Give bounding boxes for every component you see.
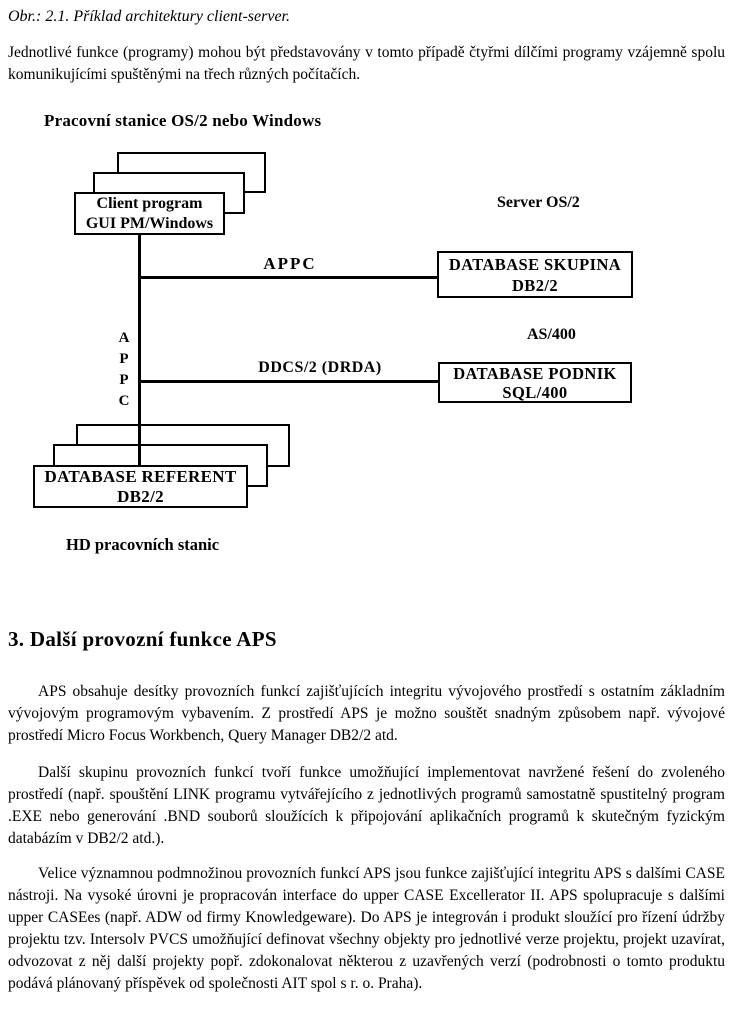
database-referent-line2: DB2/2 bbox=[117, 486, 164, 506]
workstation-title: Pracovní stanice OS/2 nebo Windows bbox=[44, 111, 322, 130]
appc-link-label: APPC bbox=[263, 254, 317, 273]
appc-vertical-letter: C bbox=[118, 393, 130, 409]
appc-vertical-letter: P bbox=[119, 351, 129, 367]
trunk-connection-line bbox=[138, 233, 141, 467]
client-program-box bbox=[74, 192, 225, 235]
database-referent-box bbox=[33, 465, 248, 508]
body-paragraph-3: Velice významnou podmnožinou provozních funkcí APS jsou funkce zajišťující integritu APS s dalšími CASE nástroji. Na vysoké úrovni je propracován interface do upper CASE Excellerator II. APS spolupracuje s dalšími upper CASEes (např. ADW od firmy Knowledgeware). Do APS je integrován i produkt sloužící pro řízení údržby projektu tzv. Intersolv PVCS umožňující definovat všechny objekty pro jednotlivé verze projektu, projekt uzavírat, odvozovat z něj další projekty popř. zdokonalovat některou z uzavřených verzí (podrobnosti o tomto produktu podává plánovaný příspěvek od společnosti AIT spol s r. o. Praha). bbox=[8, 865, 725, 992]
ddcs-connection-line bbox=[139, 380, 438, 383]
appc-vertical-letter: P bbox=[119, 372, 129, 388]
database-skupina-line2: DB2/2 bbox=[511, 275, 558, 295]
database-podnik-line1: DATABASE PODNIK bbox=[453, 363, 617, 383]
as400-label: AS/400 bbox=[527, 326, 576, 343]
ddcs-link-label: DDCS/2 (DRDA) bbox=[258, 359, 382, 376]
appc-vertical-label bbox=[115, 328, 133, 412]
hd-stations-label: HD pracovních stanic bbox=[66, 535, 220, 554]
client-box-line1: Client program bbox=[96, 194, 203, 212]
appc-connection-line bbox=[139, 276, 437, 279]
client-box-line2: GUI PM/Windows bbox=[85, 214, 214, 232]
database-podnik-line2: SQL/400 bbox=[502, 382, 568, 402]
appc-vertical-letter: A bbox=[118, 330, 130, 346]
server-os2-label: Server OS/2 bbox=[497, 194, 580, 211]
database-podnik-box bbox=[438, 362, 632, 403]
database-referent-line1: DATABASE REFERENT bbox=[44, 466, 237, 486]
body-paragraph-1: APS obsahuje desítky provozních funkcí zajišťujících integritu vývojového prostředí s ostatním základním vývojovým programovým vybavením. Z prostředí APS je možno souštět snadným způsobem např. vývojové prostředí Micro Focus Workbench, Query Manager DB2/2 atd. bbox=[8, 683, 725, 744]
body-paragraph-2: Další skupinu provozních funkcí tvoří funkce umožňující implementovat navržené řešení do zvoleného prostředí (např. spouštění LINK programu vytvářejícího z jednotlivých programů samostatně spustitelný program .EXE nebo generování .BND souborů sloužících k připojování aplikačních programů k skutečným fyzickým databázím v DB2/2 atd.). bbox=[8, 764, 725, 847]
section-heading: 3. Další provozní funkce APS bbox=[8, 627, 277, 651]
figure-caption: Obr.: 2.1. Příklad architektury client-server. bbox=[8, 8, 291, 25]
database-skupina-line1: DATABASE SKUPINA bbox=[448, 254, 622, 274]
database-skupina-box bbox=[437, 251, 633, 298]
intro-paragraph: Jednotlivé funkce (programy) mohou být představovány v tomto případě čtyřmi dílčími programy vzájemně spolu komunikujícími spuštěnými na třech různých počítačích. bbox=[8, 44, 725, 83]
